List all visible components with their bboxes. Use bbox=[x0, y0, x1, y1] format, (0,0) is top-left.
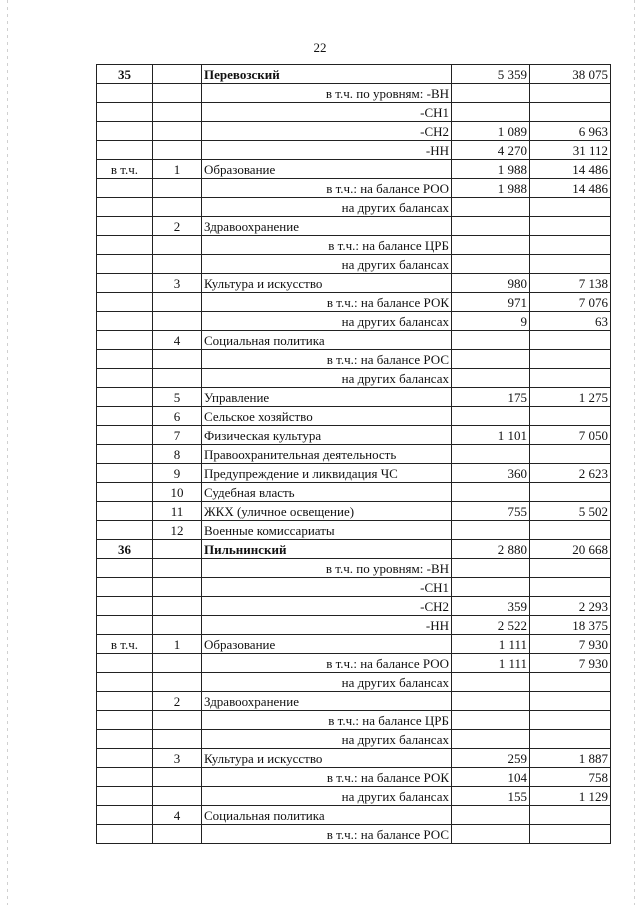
item-number-cell bbox=[153, 369, 202, 388]
item-number-cell bbox=[153, 103, 202, 122]
value-cell-2: 38 075 bbox=[530, 65, 611, 84]
value-cell-2: 20 668 bbox=[530, 540, 611, 559]
item-number-cell bbox=[153, 654, 202, 673]
scan-edge-left bbox=[7, 0, 8, 905]
subtotal-row bbox=[97, 122, 611, 141]
subtotal-row bbox=[97, 141, 611, 160]
value-cell-1: 1 101 bbox=[452, 426, 530, 445]
category-row bbox=[97, 749, 611, 768]
value-cell-2 bbox=[530, 673, 611, 692]
section-cell bbox=[97, 122, 153, 141]
section-cell bbox=[97, 654, 153, 673]
value-cell-2: 14 486 bbox=[530, 160, 611, 179]
value-cell-2: 1 275 bbox=[530, 388, 611, 407]
value-cell-2 bbox=[530, 521, 611, 540]
budget-table-body bbox=[97, 65, 611, 844]
section-cell: 35 bbox=[97, 65, 153, 84]
category-row bbox=[97, 521, 611, 540]
value-cell-1 bbox=[452, 84, 530, 103]
section-cell bbox=[97, 711, 153, 730]
section-cell bbox=[97, 198, 153, 217]
page-number: 22 bbox=[313, 40, 327, 55]
section-cell bbox=[97, 464, 153, 483]
section-cell bbox=[97, 255, 153, 274]
district-row bbox=[97, 65, 611, 84]
value-cell-2 bbox=[530, 711, 611, 730]
description-cell: Образование bbox=[202, 635, 452, 654]
value-cell-1: 259 bbox=[452, 749, 530, 768]
item-number-cell: 5 bbox=[153, 388, 202, 407]
description-cell: в т.ч. по уровням: -ВН bbox=[202, 559, 452, 578]
value-cell-2 bbox=[530, 730, 611, 749]
description-cell: Перевозский bbox=[202, 65, 452, 84]
subtotal-row bbox=[97, 578, 611, 597]
budget-table bbox=[96, 64, 611, 844]
value-cell-2 bbox=[530, 84, 611, 103]
section-cell: 36 bbox=[97, 540, 153, 559]
item-number-cell bbox=[153, 293, 202, 312]
value-cell-1: 5 359 bbox=[452, 65, 530, 84]
item-number-cell: 2 bbox=[153, 692, 202, 711]
description-cell: в т.ч.: на балансе РОК bbox=[202, 293, 452, 312]
category-row bbox=[97, 483, 611, 502]
subtotal-row bbox=[97, 825, 611, 844]
item-number-cell bbox=[153, 236, 202, 255]
item-number-cell: 12 bbox=[153, 521, 202, 540]
description-cell: Социальная политика bbox=[202, 331, 452, 350]
value-cell-1: 360 bbox=[452, 464, 530, 483]
value-cell-2 bbox=[530, 483, 611, 502]
value-cell-2: 7 930 bbox=[530, 635, 611, 654]
value-cell-1: 1 089 bbox=[452, 122, 530, 141]
value-cell-2: 7 138 bbox=[530, 274, 611, 293]
item-number-cell: 6 bbox=[153, 407, 202, 426]
description-cell: в т.ч.: на балансе РОС bbox=[202, 825, 452, 844]
value-cell-1 bbox=[452, 730, 530, 749]
subtotal-row bbox=[97, 711, 611, 730]
category-row bbox=[97, 635, 611, 654]
description-cell: Здравоохранение bbox=[202, 217, 452, 236]
section-cell bbox=[97, 578, 153, 597]
value-cell-1: 1 111 bbox=[452, 635, 530, 654]
section-cell bbox=[97, 274, 153, 293]
value-cell-1 bbox=[452, 255, 530, 274]
section-cell bbox=[97, 445, 153, 464]
item-number-cell: 1 bbox=[153, 635, 202, 654]
value-cell-2 bbox=[530, 198, 611, 217]
value-cell-1 bbox=[452, 711, 530, 730]
item-number-cell bbox=[153, 141, 202, 160]
value-cell-2 bbox=[530, 578, 611, 597]
subtotal-row bbox=[97, 350, 611, 369]
subtotal-row bbox=[97, 654, 611, 673]
value-cell-1 bbox=[452, 692, 530, 711]
value-cell-2 bbox=[530, 806, 611, 825]
value-cell-1 bbox=[452, 217, 530, 236]
subtotal-row bbox=[97, 198, 611, 217]
section-cell bbox=[97, 483, 153, 502]
description-cell: в т.ч.: на балансе ЦРБ bbox=[202, 711, 452, 730]
value-cell-2: 7 050 bbox=[530, 426, 611, 445]
item-number-cell bbox=[153, 179, 202, 198]
value-cell-2 bbox=[530, 407, 611, 426]
value-cell-1: 155 bbox=[452, 787, 530, 806]
section-cell bbox=[97, 806, 153, 825]
value-cell-2 bbox=[530, 236, 611, 255]
value-cell-1: 104 bbox=[452, 768, 530, 787]
item-number-cell bbox=[153, 312, 202, 331]
description-cell: в т.ч.: на балансе РОО bbox=[202, 654, 452, 673]
section-cell bbox=[97, 502, 153, 521]
value-cell-2: 1 129 bbox=[530, 787, 611, 806]
section-cell bbox=[97, 179, 153, 198]
section-cell bbox=[97, 350, 153, 369]
value-cell-2 bbox=[530, 255, 611, 274]
value-cell-1 bbox=[452, 445, 530, 464]
item-number-cell bbox=[153, 787, 202, 806]
category-row bbox=[97, 806, 611, 825]
item-number-cell bbox=[153, 825, 202, 844]
value-cell-1 bbox=[452, 350, 530, 369]
subtotal-row bbox=[97, 255, 611, 274]
section-cell bbox=[97, 369, 153, 388]
value-cell-1: 2 880 bbox=[452, 540, 530, 559]
description-cell: -СН2 bbox=[202, 597, 452, 616]
description-cell: на других балансах bbox=[202, 198, 452, 217]
value-cell-1 bbox=[452, 825, 530, 844]
item-number-cell: 8 bbox=[153, 445, 202, 464]
value-cell-1 bbox=[452, 806, 530, 825]
subtotal-row bbox=[97, 179, 611, 198]
section-cell bbox=[97, 559, 153, 578]
item-number-cell: 7 bbox=[153, 426, 202, 445]
section-cell bbox=[97, 768, 153, 787]
section-cell bbox=[97, 825, 153, 844]
description-cell: -СН1 bbox=[202, 103, 452, 122]
value-cell-1 bbox=[452, 578, 530, 597]
section-cell bbox=[97, 293, 153, 312]
value-cell-1: 755 bbox=[452, 502, 530, 521]
item-number-cell bbox=[153, 578, 202, 597]
subtotal-row bbox=[97, 559, 611, 578]
description-cell: на других балансах bbox=[202, 730, 452, 749]
description-cell: на других балансах bbox=[202, 255, 452, 274]
description-cell: Культура и искусство bbox=[202, 274, 452, 293]
category-row bbox=[97, 502, 611, 521]
section-cell bbox=[97, 521, 153, 540]
description-cell: Военные комиссариаты bbox=[202, 521, 452, 540]
description-cell: Пильнинский bbox=[202, 540, 452, 559]
item-number-cell: 10 bbox=[153, 483, 202, 502]
subtotal-row bbox=[97, 293, 611, 312]
description-cell: в т.ч.: на балансе РОС bbox=[202, 350, 452, 369]
value-cell-2: 63 bbox=[530, 312, 611, 331]
description-cell: Социальная политика bbox=[202, 806, 452, 825]
description-cell: Культура и искусство bbox=[202, 749, 452, 768]
value-cell-1: 971 bbox=[452, 293, 530, 312]
item-number-cell bbox=[153, 616, 202, 635]
item-number-cell bbox=[153, 540, 202, 559]
value-cell-1 bbox=[452, 369, 530, 388]
value-cell-1: 4 270 bbox=[452, 141, 530, 160]
value-cell-1 bbox=[452, 483, 530, 502]
item-number-cell bbox=[153, 730, 202, 749]
description-cell: Судебная власть bbox=[202, 483, 452, 502]
value-cell-2: 18 375 bbox=[530, 616, 611, 635]
item-number-cell bbox=[153, 198, 202, 217]
subtotal-row bbox=[97, 787, 611, 806]
value-cell-1: 9 bbox=[452, 312, 530, 331]
item-number-cell: 1 bbox=[153, 160, 202, 179]
subtotal-row bbox=[97, 730, 611, 749]
category-row bbox=[97, 160, 611, 179]
value-cell-1: 359 bbox=[452, 597, 530, 616]
description-cell: -НН bbox=[202, 616, 452, 635]
district-row bbox=[97, 540, 611, 559]
section-cell bbox=[97, 426, 153, 445]
item-number-cell bbox=[153, 255, 202, 274]
description-cell: -НН bbox=[202, 141, 452, 160]
section-cell bbox=[97, 331, 153, 350]
item-number-cell bbox=[153, 711, 202, 730]
value-cell-2: 2 293 bbox=[530, 597, 611, 616]
value-cell-2 bbox=[530, 445, 611, 464]
value-cell-2: 14 486 bbox=[530, 179, 611, 198]
value-cell-2 bbox=[530, 103, 611, 122]
description-cell: в т.ч. по уровням: -ВН bbox=[202, 84, 452, 103]
section-cell bbox=[97, 236, 153, 255]
item-number-cell bbox=[153, 559, 202, 578]
category-row bbox=[97, 445, 611, 464]
value-cell-2 bbox=[530, 369, 611, 388]
category-row bbox=[97, 464, 611, 483]
category-row bbox=[97, 331, 611, 350]
value-cell-1: 2 522 bbox=[452, 616, 530, 635]
category-row bbox=[97, 388, 611, 407]
subtotal-row bbox=[97, 616, 611, 635]
subtotal-row bbox=[97, 369, 611, 388]
description-cell: на других балансах bbox=[202, 369, 452, 388]
value-cell-2: 5 502 bbox=[530, 502, 611, 521]
value-cell-1 bbox=[452, 236, 530, 255]
value-cell-2: 1 887 bbox=[530, 749, 611, 768]
section-cell: в т.ч. bbox=[97, 160, 153, 179]
section-cell bbox=[97, 730, 153, 749]
value-cell-2 bbox=[530, 559, 611, 578]
value-cell-1 bbox=[452, 331, 530, 350]
item-number-cell: 9 bbox=[153, 464, 202, 483]
value-cell-2 bbox=[530, 217, 611, 236]
value-cell-2: 7 930 bbox=[530, 654, 611, 673]
value-cell-1 bbox=[452, 673, 530, 692]
description-cell: в т.ч.: на балансе ЦРБ bbox=[202, 236, 452, 255]
subtotal-row bbox=[97, 768, 611, 787]
value-cell-2: 6 963 bbox=[530, 122, 611, 141]
value-cell-1: 1 988 bbox=[452, 160, 530, 179]
section-cell bbox=[97, 103, 153, 122]
value-cell-1: 175 bbox=[452, 388, 530, 407]
section-cell bbox=[97, 692, 153, 711]
description-cell: на других балансах bbox=[202, 673, 452, 692]
description-cell: на других балансах bbox=[202, 312, 452, 331]
value-cell-1 bbox=[452, 103, 530, 122]
item-number-cell bbox=[153, 597, 202, 616]
subtotal-row bbox=[97, 673, 611, 692]
section-cell bbox=[97, 141, 153, 160]
item-number-cell: 4 bbox=[153, 331, 202, 350]
subtotal-row bbox=[97, 312, 611, 331]
item-number-cell bbox=[153, 673, 202, 692]
description-cell: Физическая культура bbox=[202, 426, 452, 445]
description-cell: -СН1 bbox=[202, 578, 452, 597]
category-row bbox=[97, 407, 611, 426]
item-number-cell: 3 bbox=[153, 274, 202, 293]
description-cell: Здравоохранение bbox=[202, 692, 452, 711]
item-number-cell bbox=[153, 84, 202, 103]
item-number-cell: 11 bbox=[153, 502, 202, 521]
item-number-cell bbox=[153, 768, 202, 787]
description-cell: в т.ч.: на балансе РОО bbox=[202, 179, 452, 198]
item-number-cell: 2 bbox=[153, 217, 202, 236]
subtotal-row bbox=[97, 103, 611, 122]
item-number-cell: 3 bbox=[153, 749, 202, 768]
description-cell: Правоохранительная деятельность bbox=[202, 445, 452, 464]
value-cell-1: 1 988 bbox=[452, 179, 530, 198]
item-number-cell bbox=[153, 122, 202, 141]
description-cell: -СН2 bbox=[202, 122, 452, 141]
section-cell: в т.ч. bbox=[97, 635, 153, 654]
description-cell: ЖКХ (уличное освещение) bbox=[202, 502, 452, 521]
value-cell-2 bbox=[530, 825, 611, 844]
value-cell-2: 758 bbox=[530, 768, 611, 787]
description-cell: на других балансах bbox=[202, 787, 452, 806]
section-cell bbox=[97, 597, 153, 616]
value-cell-1: 1 111 bbox=[452, 654, 530, 673]
item-number-cell: 4 bbox=[153, 806, 202, 825]
value-cell-1 bbox=[452, 407, 530, 426]
section-cell bbox=[97, 84, 153, 103]
section-cell bbox=[97, 787, 153, 806]
section-cell bbox=[97, 388, 153, 407]
value-cell-1 bbox=[452, 559, 530, 578]
section-cell bbox=[97, 749, 153, 768]
value-cell-1 bbox=[452, 521, 530, 540]
value-cell-2 bbox=[530, 331, 611, 350]
value-cell-1 bbox=[452, 198, 530, 217]
value-cell-1: 980 bbox=[452, 274, 530, 293]
value-cell-2: 2 623 bbox=[530, 464, 611, 483]
value-cell-2 bbox=[530, 692, 611, 711]
subtotal-row bbox=[97, 236, 611, 255]
category-row bbox=[97, 217, 611, 236]
description-cell: Образование bbox=[202, 160, 452, 179]
value-cell-2: 7 076 bbox=[530, 293, 611, 312]
subtotal-row bbox=[97, 597, 611, 616]
description-cell: Предупреждение и ликвидация ЧС bbox=[202, 464, 452, 483]
description-cell: Сельское хозяйство bbox=[202, 407, 452, 426]
category-row bbox=[97, 274, 611, 293]
item-number-cell bbox=[153, 350, 202, 369]
category-row bbox=[97, 692, 611, 711]
item-number-cell bbox=[153, 65, 202, 84]
section-cell bbox=[97, 407, 153, 426]
section-cell bbox=[97, 312, 153, 331]
description-cell: Управление bbox=[202, 388, 452, 407]
section-cell bbox=[97, 673, 153, 692]
value-cell-2: 31 112 bbox=[530, 141, 611, 160]
category-row bbox=[97, 426, 611, 445]
value-cell-2 bbox=[530, 350, 611, 369]
section-cell bbox=[97, 217, 153, 236]
section-cell bbox=[97, 616, 153, 635]
subtotal-row bbox=[97, 84, 611, 103]
description-cell: в т.ч.: на балансе РОК bbox=[202, 768, 452, 787]
scan-edge-right bbox=[634, 0, 635, 905]
